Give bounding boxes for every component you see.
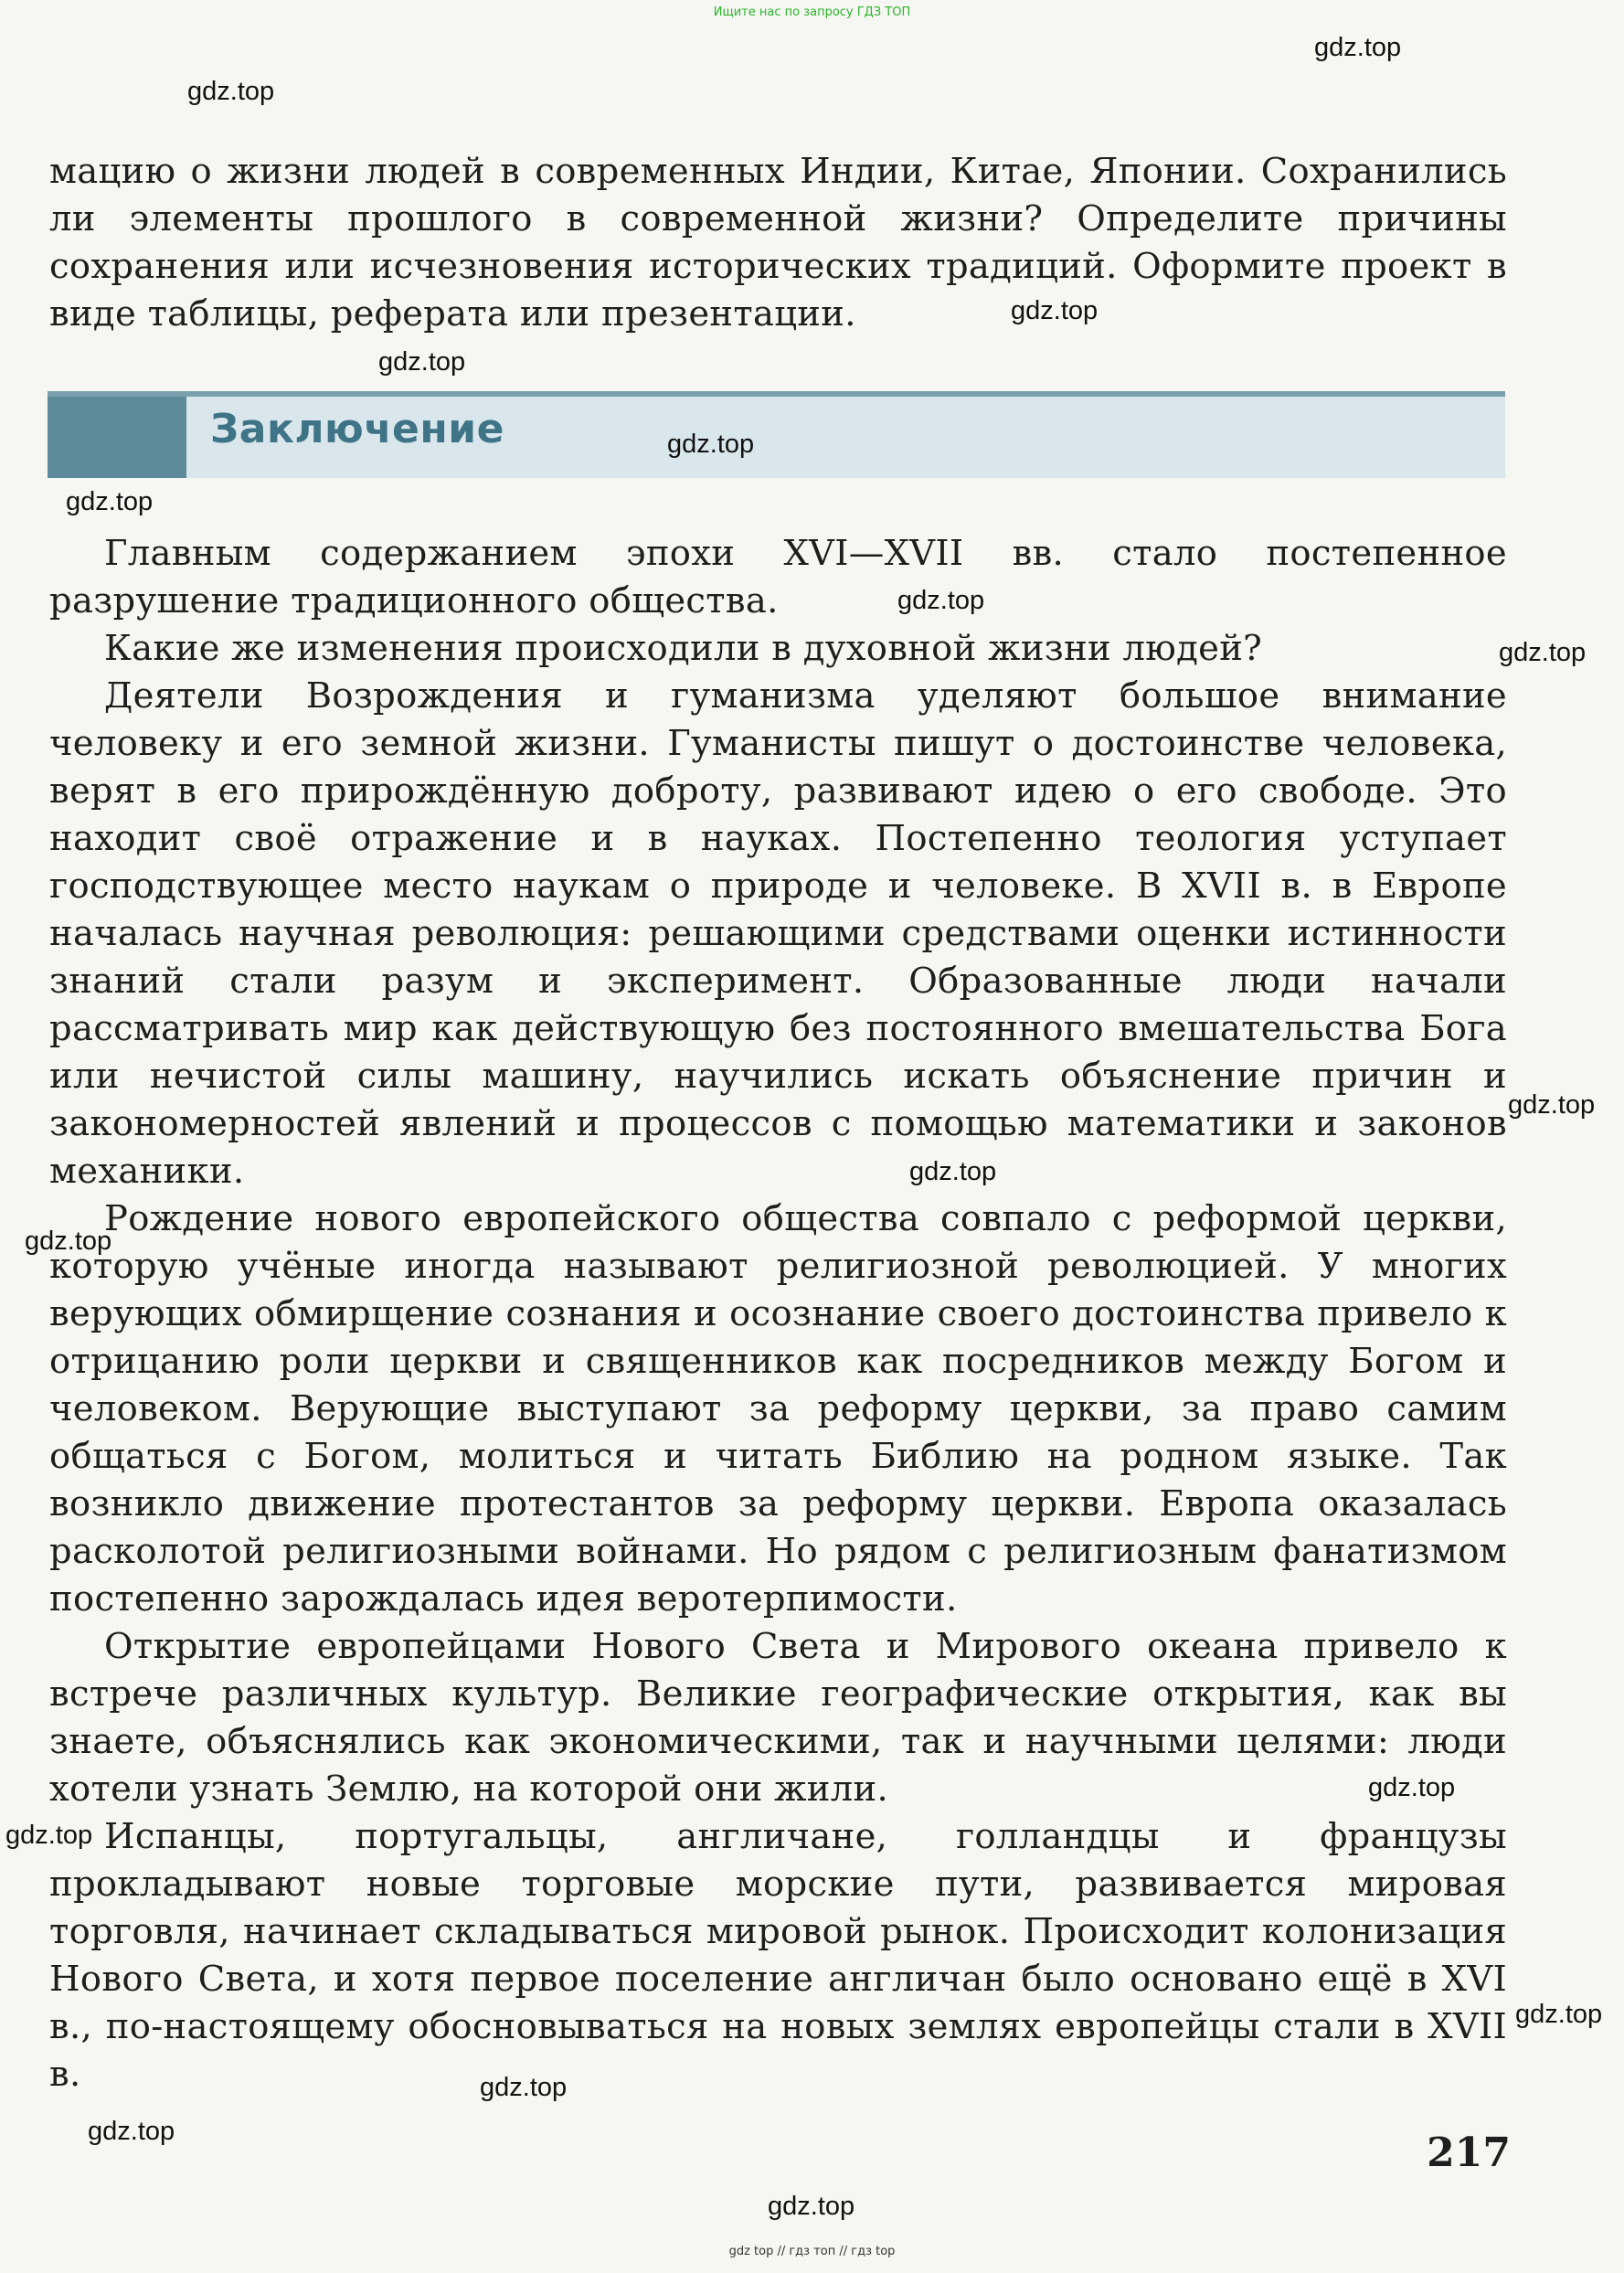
watermark: gdz.top [909, 1157, 997, 1186]
watermark: gdz.top [1515, 2000, 1603, 2029]
paragraph-4: Рождение нового европейского общества совпало с реформой церкви, которую учёные иногда называют религиозной революцией. У многих верующих обмирщение сознания и осознание своего достоинства привело к отрицанию роли церкви и священников как посредников между Богом и человеком. Верующие выступают за реформу церкви, за право самим общаться с Богом, молиться и читать Библию на родном языке. Так возникло движение протестантов за реформу церкви. Европа оказалась расколотой религиозными войнами. Но рядом с религиозным фанатизмом постепенно зарождалась идея веротерпимости. [49, 1198, 1507, 1620]
section-title: Заключение [210, 406, 504, 452]
watermark: gdz.top [66, 487, 154, 516]
watermark: gdz.top [5, 1821, 93, 1850]
section-header-rule [48, 391, 1505, 397]
watermark: gdz.top [378, 347, 466, 377]
watermark: gdz.top [1499, 638, 1587, 667]
watermark: gdz.top [25, 1227, 112, 1256]
section-header-accent [48, 397, 186, 478]
watermark: gdz.top [88, 2117, 175, 2146]
paragraph-5: Открытие европейцами Нового Света и Мирового океана привело к встрече различных культур. Великие географические открытия, как вы знаете, объяснялись как экономическими, так и научными целями: люди хотели узнать Землю, на которой они жили. [49, 1626, 1507, 1810]
paragraph-6: Испанцы, португальцы, англичане, голландцы и французы прокладывают новые торговые морские пути, развивается мировая торговля, начинает складываться мировой рынок. Происходит колонизация Нового Света, и хотя первое поселение англичан было основано ещё в XVI в., по-настоящему обосновываться на новых землях европейцы стали в XVII в. [49, 1816, 1507, 2095]
watermark: gdz.top [1314, 33, 1402, 62]
watermark: gdz.top [1011, 296, 1099, 325]
watermark: gdz.top [667, 430, 755, 459]
page-number: 217 [1427, 2130, 1511, 2176]
paragraph-3: Деятели Возрождения и гуманизма уделяют большое внимание человеку и его земной жизни. Гуманисты пишут о достоинстве человека, верят в его прирождённую доброту, развивают идею о его свободе. Это находит своё отражение и в науках. Постепенно теология уступает господствующее место наукам о природе и человеке. В XVII в. в Европе началась научная революция: решающими средствами оценки истинности знаний стали разум и эксперимент. Образованные люди начали рассматривать мир как действующую без постоянного вмешательства Бога или нечистой силы машину, научились искать объяснение причин и закономерностей явлений и процессов с помощью математики и законов механики. [49, 675, 1507, 1192]
body-text [49, 530, 1507, 2098]
section-header [48, 391, 1505, 478]
watermark: gdz.top [897, 586, 985, 615]
top-banner: Ищите нас по запросу ГДЗ ТОП [713, 5, 911, 19]
watermark: gdz.top [1508, 1090, 1596, 1120]
paragraph-2: Какие же изменения происходили в духовной жизни людей? [104, 628, 1263, 669]
watermark: gdz.top [187, 77, 275, 106]
bottom-banner: gdz top // гдз топ // гдз top [728, 2245, 896, 2258]
intro-text [49, 148, 1507, 338]
watermark: gdz.top [768, 2192, 855, 2221]
intro-paragraph: мацию о жизни людей в современных Индии, Китае, Японии. Сохранились ли элементы прошлого в современной жизни? Определите причины сохранения или исчезновения исторических традиций. Оформите проект в виде таблицы, реферата или презентации. [49, 151, 1507, 335]
watermark: gdz.top [480, 2073, 568, 2102]
paragraph-1: Главным содержанием эпохи XVI—XVII вв. стало постепенное разрушение традиционного общества. [49, 533, 1507, 621]
watermark: gdz.top [1368, 1773, 1456, 1802]
